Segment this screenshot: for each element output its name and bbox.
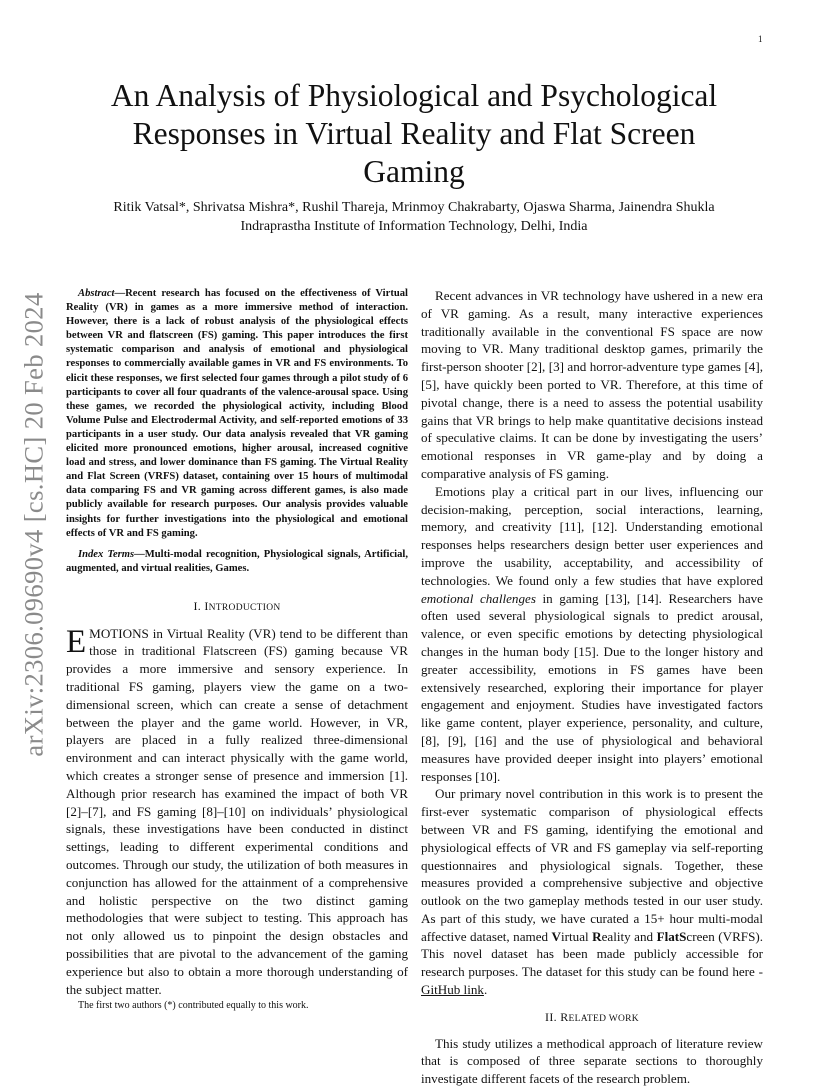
arxiv-stamp-text: arXiv:2306.09690v4 [cs.HC] 20 Feb 2024 xyxy=(18,292,49,757)
author-block xyxy=(60,198,768,236)
intro-paragraph-4 xyxy=(421,785,763,999)
intro-paragraph-4-a: Our primary novel contribution in this work is to present the first-ever systematic comparison of physiological effects between VR and FS gaming, identifying the emotional and physiological effects of VR and FS gameplay via self-reporting questionnaires and physiological signals. Together, these measures provided a comprehensive subjective and objective outlook on the two gameplay methods tested in our user study. As part of this study, we have curated a 15+ hour multi-modal affective dataset, named xyxy=(421,786,763,944)
index-terms xyxy=(66,548,408,576)
index-terms-dash: — xyxy=(134,548,145,560)
section-heading-related-work xyxy=(421,1009,763,1029)
arxiv-stamp xyxy=(16,287,52,762)
intro-heading-first: I xyxy=(204,598,209,613)
intro-paragraph-3 xyxy=(421,483,763,786)
intro-paragraph-1-text: in Virtual Reality (VR) tend to be different than those in traditional Flatscreen (FS) gaming because VR provides a more immersive and sensory experience. In traditional FS gaming, players view the game on a two-dimensional screen, which can create a sense of detachment between the player and the game world. However, in VR, players are placed in a fully realized three-dimensional environment and can interact physically with the game world, which creates a stronger sense of presence and immersion [1]. Although prior research has examined the impact of both VR [2]–[7], and FS gaming [8]–[10] on individuals’ physiological signals, these investigations have been conducted in distinct settings, leading to different experimental conditions and outcomes. Through our study, the utilization of both measures in conjunction has allowed for the attainment of a comprehensive and holistic perspective on the two distinct gaming methodologies that were subject to testing. This approach has not only allowed us to pinpoint the design obstacles and possibilities that are pivotal to the advancement of the gaming experience but also to obtain a more thorough understanding of the subject matter. xyxy=(66,625,408,997)
intro-lead-caps: MOTIONS xyxy=(89,625,149,641)
page-number: 1 xyxy=(758,34,763,44)
intro-paragraph-1 xyxy=(66,625,408,999)
abstract xyxy=(66,287,408,541)
abstract-lead: Abstract xyxy=(78,288,115,299)
dataset-name-eality: eality and xyxy=(601,928,657,944)
dataset-name-v: V xyxy=(551,928,562,944)
intro-paragraph-4-end: . xyxy=(483,982,488,998)
paper-title: An Analysis of Physiological and Psychological Responses in Virtual Reality and Flat Screen Gaming xyxy=(110,78,718,189)
intro-heading-numeral: I. xyxy=(193,598,205,613)
left-column xyxy=(66,287,408,998)
abstract-dash: — xyxy=(114,288,126,299)
related-heading-numeral: II. xyxy=(545,1009,561,1024)
related-paragraph-1: This study utilizes a methodical approach of literature review that is composed of three separate sections to thoroughly investigate different facets of the research problem. xyxy=(421,1035,763,1087)
intro-paragraph-2: Recent advances in VR technology have ushered in a new era of VR gaming. As a result, many interactive experiences traditionally available in the conventional FS space are now moving to VR. Many traditional desktop games, primarily the first-person shooter [2], [3] and horror-adventure type games [4], [5], have quickly been ported to VR. Therefore, at this time of pivotal change, there is a need to assess the potential usability gains that VR brings to help make quantitative decisions instead of speculative claims. It can be done by investigating the users’ emotional responses in VR game-play and by doing a comparative analysis of FS gaming. xyxy=(421,288,763,481)
related-heading-first: R xyxy=(560,1009,569,1024)
intro-paragraph-3-b: in gaming [13], [14]. Researchers have often used several physiological signals to predict arousal, valence, or even specific emotions by detecting physiological changes in the human body [15]. Due to the longer history and greater accessibility, emotions in FS games have been extensively researched, exploring their importance for player engagement and enjoyment. Studies have investigated factors like game content, player experience, personality, and culture, [8], [9], [16] and the use of physiological and behavioral measures have provided deeper insight into players’ emotional responses [10]. xyxy=(421,590,763,784)
abstract-text: Recent research has focused on the effectiveness of Virtual Reality (VR) in games as a more immersive method of interaction. However, there is a lack of robust analysis of the physiological effects between VR and flatscreen (FS) gaming. This paper introduces the first systematic comparison and analysis of emotional and physiological responses to commercially available games in VR and FS environments. To elicit these responses, we first selected four games through a pilot study of 6 participants to cover all four quadrants of the valence-arousal space. Using these games, we recorded the physiological activity, including Blood Volume Pulse and Electrodermal Activity, and self-reported emotions of 33 participants in a user study. Our data analysis revealed that VR gaming elicited more pronounced emotions, higher arousal, increased cognitive load and stress, and lower dominance than FS gaming. The Virtual Reality and Flat Screen (VRFS) dataset, containing over 15 hours of multimodal data comparing FS and VR gaming across different games, is also made publicly available for research purposes. Our analysis provides valuable insights for further investigations into the physiological and emotional effects of VR and FS gaming. xyxy=(66,288,408,539)
intro-heading-rest: NTRODUCTION xyxy=(208,602,281,613)
intro-paragraph-3-a: Emotions play a critical part in our lives, influencing our decision-making, perception, social interactions, learning, memory, and creativity [11], [12]. Understanding emotional responses helps researchers design better user experiences and improve the usability, acceptability, and accessibility of technologies. We found only a few studies that have explored xyxy=(421,483,763,588)
footnote: The first two authors (*) contributed equally to this work. xyxy=(78,1000,309,1011)
section-heading-introduction xyxy=(66,598,408,618)
index-terms-text: Multi-modal recognition, Physiological signals, Artificial, augmented, and virtual realities, Games. xyxy=(66,548,408,574)
affiliation: Indraprastha Institute of Information Technology, Delhi, India xyxy=(240,219,588,234)
dataset-name-creen: creen xyxy=(686,928,715,944)
right-column xyxy=(421,287,763,1088)
dataset-name-r: R xyxy=(592,928,602,944)
drop-cap: E xyxy=(66,623,87,660)
github-link[interactable]: GitHub link xyxy=(421,982,484,998)
dataset-name-s: S xyxy=(679,928,687,944)
dataset-name-irtual: irtual xyxy=(561,928,593,944)
index-terms-lead: Index Terms xyxy=(78,548,135,560)
dataset-name-flat: Flat xyxy=(656,928,680,944)
intro-paragraph-4-b: (VRFS). This novel dataset has been made publicly accessible for research purposes. The dataset for this study can be found here - xyxy=(421,928,763,980)
related-heading-rest: ELATED WORK xyxy=(568,1013,639,1024)
emphasis-emotional-challenges: emotional challenges xyxy=(421,590,536,606)
author-list: Ritik Vatsal*, Shrivatsa Mishra*, Rushil Thareja, Mrinmoy Chakrabarty, Ojaswa Sharma, Jainendra Shukla xyxy=(113,200,715,215)
